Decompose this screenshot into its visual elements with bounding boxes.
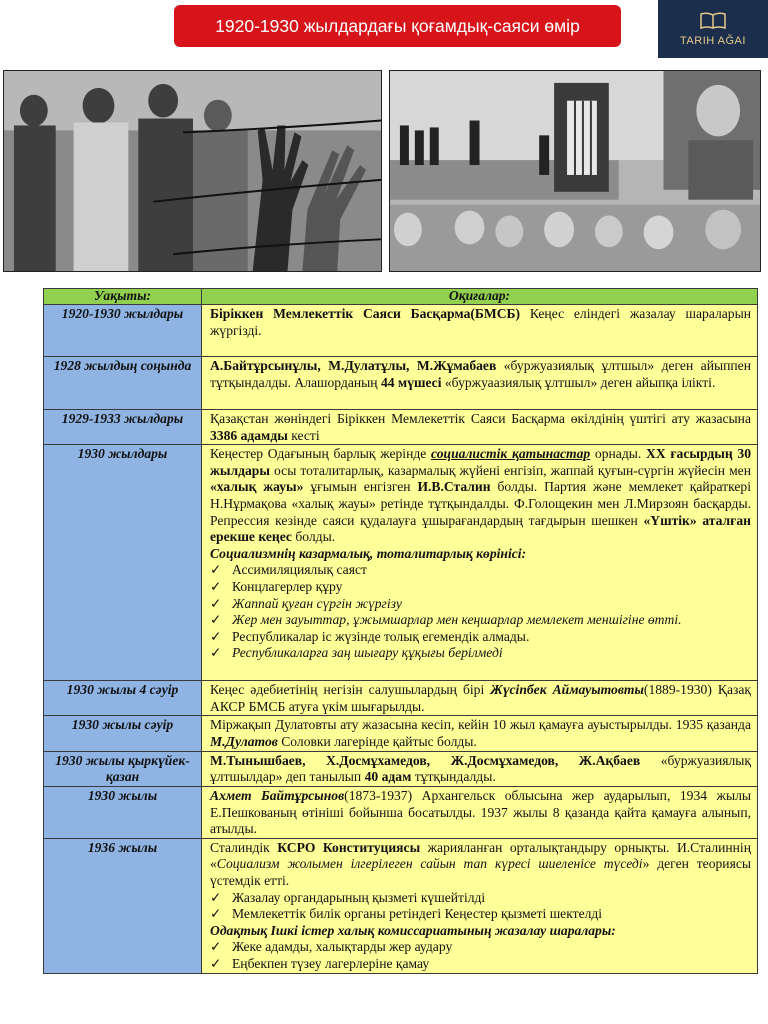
row-events: Кеңес әдебиетінің негізін салушылардың бірі Жүсіпбек Аймауытовты(1889-1930) Қазақ АКСР БМСБ атуға үкім шығарылды.: [202, 681, 758, 716]
row-events: Қазақстан жөніндегі Біріккен Мемлекеттік Саяси Басқарма өкілдінің үштігі ату жазасына 3386 адамды кесті: [202, 410, 758, 445]
column-header-time: Уақыты:: [44, 289, 202, 305]
row-events: Кеңестер Одағының барлық жерінде социалистік қатынастар орнады. XX ғасырдың 30 жылдары осы тоталитарлық, казармалық жүйені енгізіп, жаппай қуғын-сүргін жүйесін мен «халық жауы» ұғымын енгізген И.В.Сталин болды. Партия және мемлекет қайраткері Н.Нұрмақова «халық жауы» ретінде тұтқындалды. Ф.Голощекин мен Л.Мирзоян басқарды. Репрессия кезінде саяси қудалауға ұшырағандардың тағдырын шешкен «Үштік» аталған ерекше кеңес болды. Социализмнің казармалық, тоталитарлық көрінісі: ✓ Ассимиляциялық саяст ✓ Концлагерлер құру ✓ Жаппай қуған сүргін жүргізу ✓ Жер мен зауыттар, ұжымшарлар мен кеңшарлар мемлекет меншігіне өтті. ✓ Республикалар іс жүзінде толық егемендік алмады. ✓ Республикаларға заң шығару құқығы берілмеді: [202, 445, 758, 681]
table-row: [44, 445, 758, 681]
table-row: [44, 786, 758, 838]
checkmark-icon: ✓: [210, 889, 222, 905]
checkmark-icon: ✓: [210, 628, 222, 644]
row-events: Біріккен Мемлекеттік Саяси Басқарма(БМСБ) Кеңес еліндегі жазалау шараларын жүргізді.: [202, 305, 758, 357]
checkmark-icon: ✓: [210, 562, 222, 578]
subheading: Одақтық Ішкі істер халық комиссариатының жазалау шаралары:: [210, 922, 616, 938]
row-time: 1928 жылдың соңында: [44, 357, 202, 410]
checkmark-icon: ✓: [210, 645, 222, 661]
list-item: ✓ Жер мен зауыттар, ұжымшарлар мен кеңшарлар мемлекет меншігіне өтті.: [210, 612, 682, 628]
book-icon: [700, 11, 726, 29]
row-events: Ахмет Байтұрсынов(1873-1937) Архангельск облысына жер аударылып, 1934 жылы Е.Пешкованың өтініші бойынша босатылды. 1937 жылы 8 қазанда қайта қамауға алынып, атылды.: [202, 786, 758, 838]
list-item: ✓ Республикалар іс жүзінде толық егемендік алмады.: [210, 628, 530, 644]
photo-repression-prisoners: [3, 70, 382, 272]
row-time: 1930 жылы сәуір: [44, 716, 202, 751]
table-header-row: [44, 289, 758, 305]
column-header-events: Оқиғалар:: [202, 289, 758, 305]
check-list: [210, 562, 751, 662]
checkmark-icon: ✓: [210, 955, 222, 971]
table-row: [44, 410, 758, 445]
table-row: [44, 751, 758, 786]
logo-text: TARIH AĞAI: [680, 35, 746, 47]
row-events: А.Байтұрсынұлы, М.Дулатұлы, М.Жұмабаев «буржуазиялық ұлтшыл» деген айыппен тұтқындалды. Алашорданың 44 мүшесі «буржуаазиялық ұлтшыл» деген айыпқа ілікті.: [202, 357, 758, 410]
page-title-text: 1920-1930 жылдардағы қоғамдық-саяси өмір: [215, 15, 580, 36]
row-time: 1920-1930 жылдары: [44, 305, 202, 357]
list-item: ✓ Концлагерлер құру: [210, 578, 343, 594]
table-row: [44, 681, 758, 716]
photo-execution-memorial: [389, 70, 761, 272]
events-table: [43, 288, 758, 974]
row-events: Міржақып Дулатовты ату жазасына кесіп, кейін 10 жыл қамауға ауыстырылды. 1935 қазанда М.Дулатов Соловки лагерінде қайтыс болды.: [202, 716, 758, 751]
list-item: ✓ Республикаларға заң шығару құқығы берілмеді: [210, 645, 503, 661]
row-events: Сталиндік КСРО Конституциясы жарияланған орталықтандыру орнықты. И.Сталиннің «Социализм жолымен ілгерілеген сайын тап күресі шиеленісе түседі» деген теориясы үстемдік етті. ✓ Жазалау органдарының қызметі күшейтілді ✓ Мемлекеттік билік органы ретіндегі Кеңестер қызметі шектелді Одақтық Ішкі істер халық комиссариатының жазалау шаралары: ✓ Жеке адамды, халықтарды жер аудару ✓ Еңбекпен түзеу лагерлеріне қамау: [202, 838, 758, 973]
row-time: 1930 жылы қыркүйек-қазан: [44, 751, 202, 786]
checkmark-icon: ✓: [210, 939, 222, 955]
list-item: ✓ Жаппай қуған сүргін жүргізу: [210, 595, 402, 611]
row-time: 1936 жылы: [44, 838, 202, 973]
row-time: 1930 жылдары: [44, 445, 202, 681]
row-time: 1930 жылы 4 сәуір: [44, 681, 202, 716]
list-item: ✓ Ассимиляциялық саяст: [210, 562, 367, 578]
list-item: ✓ Еңбекпен түзеу лагерлеріне қамау: [210, 955, 430, 971]
checkmark-icon: ✓: [210, 906, 222, 922]
table-row: [44, 305, 758, 357]
row-time: 1929-1933 жылдары: [44, 410, 202, 445]
page-title: [174, 5, 621, 47]
checkmark-icon: ✓: [210, 612, 222, 628]
list-item: ✓ Жазалау органдарының қызметі күшейтілді: [210, 889, 486, 905]
table-row: [44, 357, 758, 410]
table-row: [44, 716, 758, 751]
check-list: [210, 939, 751, 972]
check-list: [210, 890, 751, 923]
logo: [658, 0, 768, 58]
table-row: [44, 838, 758, 973]
list-item: ✓ Жеке адамды, халықтарды жер аудару: [210, 939, 453, 955]
checkmark-icon: ✓: [210, 595, 222, 611]
row-events: М.Тынышбаев, Х.Досмұхамедов, Ж.Досмұхамедов, Ж.Ақбаев «буржуазиялық ұлтшылдар» деп танылып 40 адам тұтқындалды.: [202, 751, 758, 786]
list-item: ✓ Мемлекеттік билік органы ретіндегі Кеңестер қызметі шектелді: [210, 906, 603, 922]
row-time: 1930 жылы: [44, 786, 202, 838]
subheading: Социализмнің казармалық, тоталитарлық көрінісі:: [210, 545, 527, 561]
checkmark-icon: ✓: [210, 578, 222, 594]
